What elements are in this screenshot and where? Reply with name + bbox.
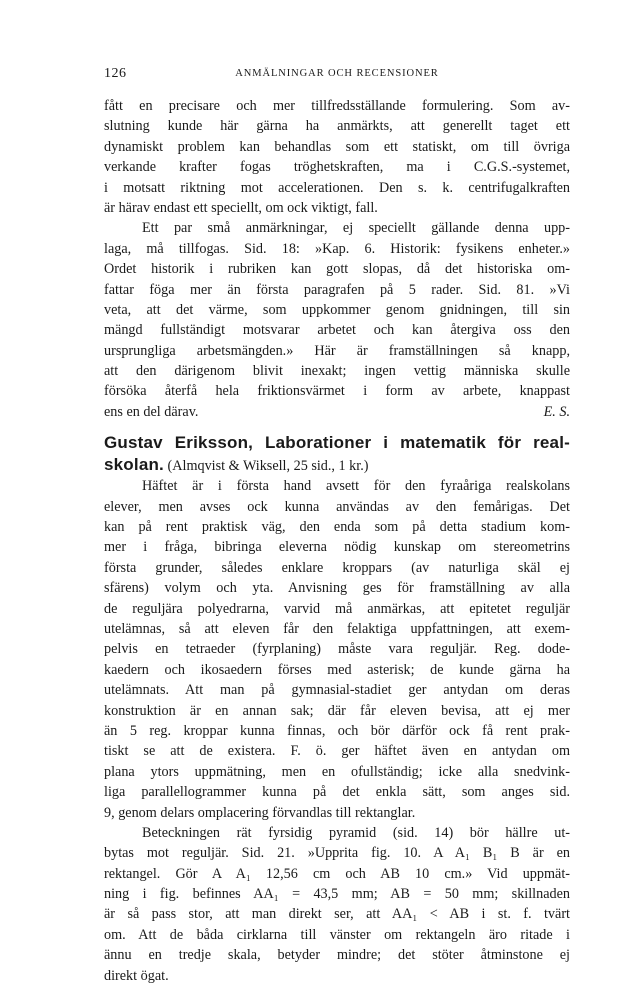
review-heading-cont — [104, 454, 570, 476]
page-body — [104, 96, 570, 986]
text-line: liga parallellogrammer kunna på det enkla sätt, som anges sid. — [104, 784, 570, 801]
text-line: ning i fig. befinnes AA₁ = 43,5 mm; AB = 50 mm; skillnaden — [104, 886, 570, 903]
text-line: är härav endast ett speciellt, om ock viktigt, fall. — [104, 199, 378, 216]
text-line: pelvis en tetraeder (fyrplaning) måste vara reguljär. Reg. dode- — [104, 641, 570, 658]
text-line: laga, må tillfogas. Sid. 18: »Kap. 6. Historik: fysikens enheter.» — [104, 240, 570, 257]
text-line: Ett par små anmärkningar, ej speciellt gällande denna upp- — [142, 220, 570, 237]
text-line: fått en precisare och mer tillfredsställande formulering. Som av- — [104, 98, 570, 114]
review-title-cont: skolan. — [104, 455, 164, 475]
text-line: Häftet är i första hand avsett för den fyraåriga realskolans — [142, 478, 570, 495]
text-line: om. Att de båda cirklarna till vänster om rektangeln äro ritade i — [104, 926, 570, 943]
review-gustav-eriksson — [104, 432, 570, 986]
text-line: bytas mot reguljär. Sid. 21. »Upprita fig. 10. A A₁ B₁ B är en — [104, 845, 570, 862]
text-line: än 5 reg. kroppar kunna finnas, och bör därför ock få rent prak- — [104, 722, 570, 739]
text-line: dynamiskt problem kan behandlas som ett statiskt, om till övriga — [104, 138, 570, 155]
text-line: veta, att det värme, som uppkommer genom gnidningen, till sin — [104, 301, 570, 318]
review-title: Gustav Eriksson, Laborationer i matematik för real- — [104, 433, 570, 453]
reviewer-signature: E. S. — [543, 403, 570, 420]
publisher-info: (Almqvist & Wiksell, 25 sid., 1 kr.) — [167, 458, 369, 475]
text-line: försöka återfå hela friktionsvärmet i form av arbete, knappast — [104, 383, 570, 400]
running-head: ANMÄLNINGAR OCH RECENSIONER — [235, 68, 439, 79]
text-line: fattar föga mer än första paragrafen på 5 rader. Sid. 81. »Vi — [104, 281, 570, 298]
text-line-with-signature — [104, 402, 570, 422]
text-line: utelämnats. Att man på gymnasial-stadiet ger antydan om deras — [104, 682, 570, 699]
text-line: kan på rent praktisk väg, den enda som på detta stadium kom- — [104, 519, 570, 536]
text-line: ens en del därav. — [104, 403, 199, 420]
text-line: mängd fullständigt motsvarar arbetet och kan återgiva oss den — [104, 322, 570, 339]
text-line: första grunder, således enklare kroppars (av naturliga skäl ej — [104, 559, 570, 576]
page-number: 126 — [104, 66, 127, 81]
text-line: tiskt se att de existera. F. ö. ger häftet även en antydan om — [104, 743, 570, 760]
review-continuation — [104, 96, 570, 422]
text-line: elever, men avses ock kunna användas av den femårigas. Det — [104, 498, 570, 515]
text-line: verkande krafter fogas tröghetskraften, ma i C.G.S.-systemet, — [104, 159, 570, 176]
text-line: sfärens) volym och yta. Anvisning ges för framställning av alla — [104, 580, 570, 597]
text-line: är så pass stor, att man direkt ser, att AA₁ < AB i st. f. tvärt — [104, 906, 570, 923]
text-line: de reguljära polyedrarna, varvid må anmärkas, att epitetet reguljär — [104, 600, 570, 617]
text-line: 9, genom delars omplacering förvandlas till rektanglar. — [104, 804, 416, 821]
text-line: utelämnas, så att eleven får den felaktiga uppfattningen, att exem- — [104, 620, 570, 637]
text-line: ursprungliga arbetsmängden.» Här är framställningen så knapp, — [104, 342, 570, 359]
text-line: mer i fråga, bibringa eleverna nödig kunskap om stereometrins — [104, 539, 570, 556]
text-line: direkt ögat. — [104, 967, 169, 984]
review-heading — [104, 432, 570, 454]
text-line: kaedern och ikosaedern förses med asterisk; de kunde gärna ha — [104, 661, 570, 678]
text-line: rektangel. Gör A A₁ 12,56 cm och AB 10 cm.» Vid uppmät- — [104, 865, 570, 882]
text-line: Ordet historik i rubriken kan gott slopas, då det historiska om- — [104, 261, 570, 278]
text-line: Beteckningen rät fyrsidig pyramid (sid. 14) bör hällre ut- — [142, 824, 570, 841]
text-line: att den därigenom blivit inexakt; ingen vettig människa skulle — [104, 363, 570, 380]
page-header — [104, 66, 570, 86]
text-line: i motsatt riktning mot accelerationen. Den s. k. centrifugalkraften — [104, 179, 570, 196]
text-line: konstruktion är en annan sak; där får eleven bevisa, att ej mer — [104, 702, 570, 719]
text-line: ännu en tredje skala, betyder mindre; det stöter åtminstone ej — [104, 947, 570, 964]
text-line: plana ytors uppmätning, men en ofullständig; icke alla snedvink- — [104, 763, 570, 780]
text-line: slutning kunde här gärna ha anmärkts, att generellt taget ett — [104, 118, 570, 135]
